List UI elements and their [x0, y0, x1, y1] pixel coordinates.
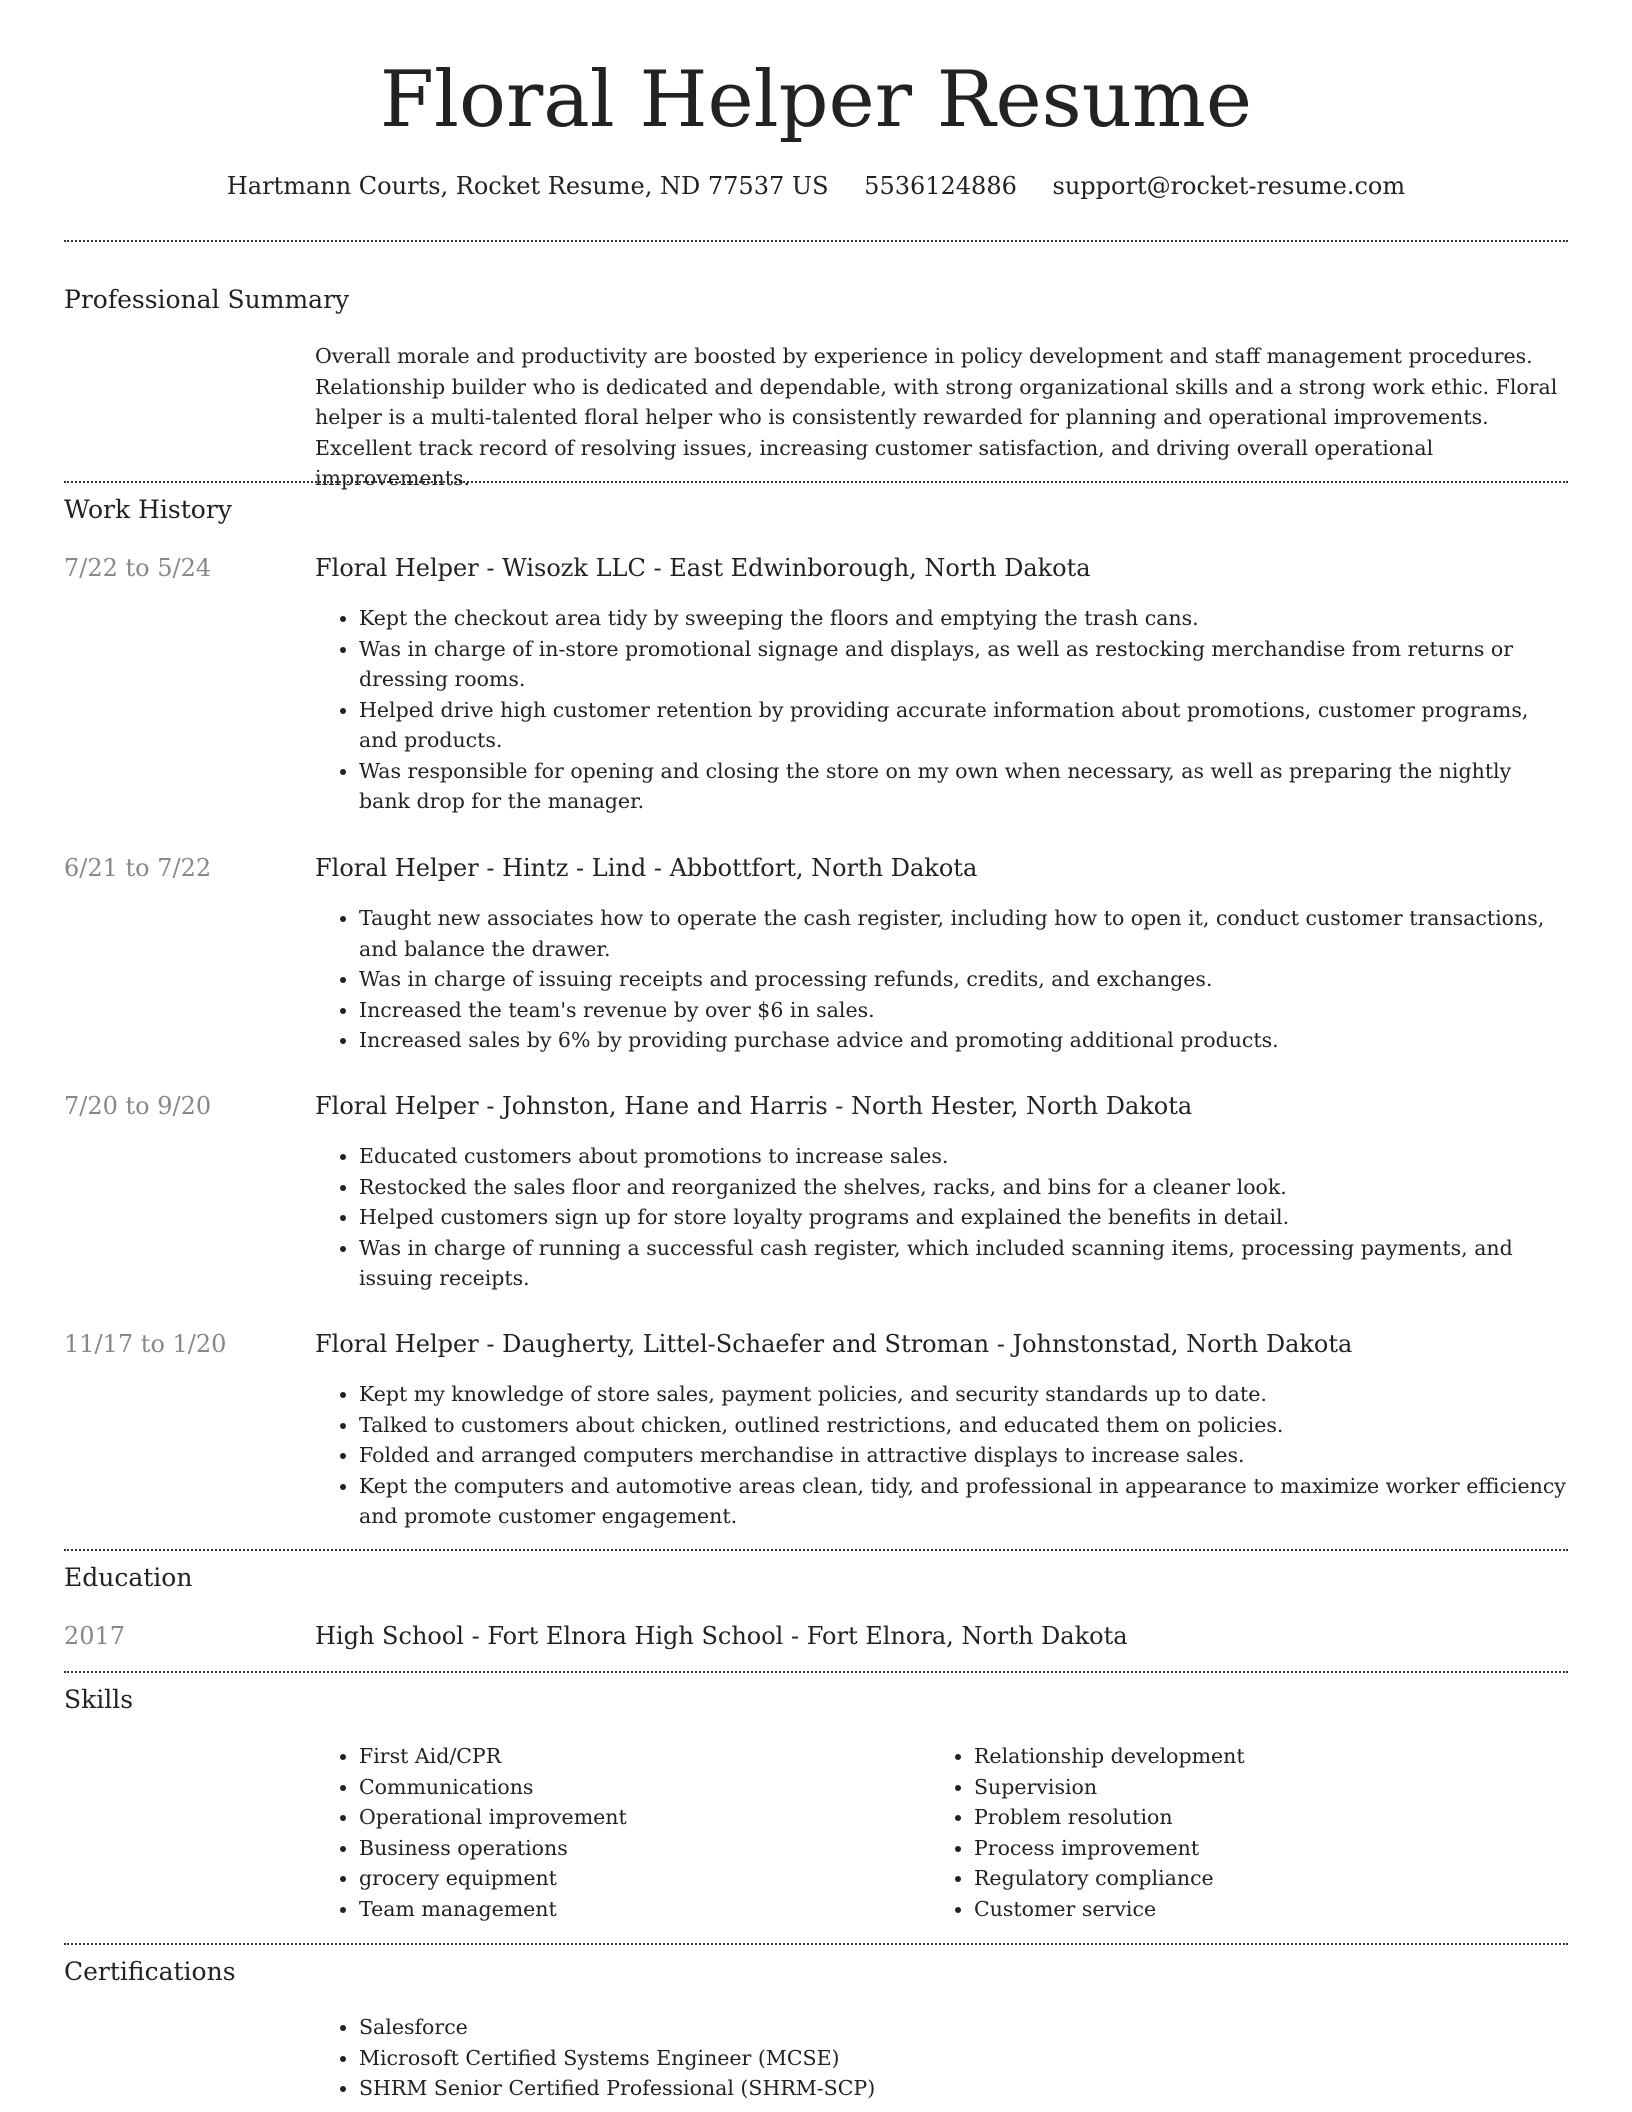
resume-title: Floral Helper Resume [379, 55, 1253, 145]
job-dates: 6/21 to 7/22 [64, 854, 212, 882]
skills-list-right [930, 1741, 1530, 1924]
divider [64, 481, 1568, 483]
list-item: • Helped customers sign up for store loyalty programs and explained the benefits in detail. [359, 1202, 1568, 1233]
education-year: 2017 [64, 1622, 126, 1650]
job-title: Floral Helper - Wisozk LLC - East Edwinborough, North Dakota [315, 554, 1091, 582]
list-item: • Regulatory compliance [974, 1863, 1530, 1894]
list-item: • grocery equipment [359, 1863, 915, 1894]
skills-list-left [315, 1741, 915, 1924]
list-item: • First Aid/CPR [359, 1741, 915, 1772]
contact-email: support@rocket-resume.com [1052, 172, 1406, 200]
list-item: • Relationship development [974, 1741, 1530, 1772]
job-title: Floral Helper - Hintz - Lind - Abbottfort, North Dakota [315, 854, 978, 882]
job-bullets [315, 903, 1568, 1056]
list-item: • Kept the checkout area tidy by sweeping the floors and emptying the trash cans. [359, 603, 1568, 634]
list-item: • Process improvement [974, 1833, 1530, 1864]
list-item: • Salesforce [359, 2012, 1568, 2043]
divider [64, 1549, 1568, 1551]
list-item: • Communications [359, 1772, 915, 1803]
list-item: • Folded and arranged computers merchandise in attractive displays to increase sales. [359, 1440, 1568, 1471]
job-bullets [315, 1379, 1568, 1532]
job-title: Floral Helper - Johnston, Hane and Harris - North Hester, North Dakota [315, 1092, 1193, 1120]
job-dates: 7/20 to 9/20 [64, 1092, 212, 1120]
list-item: • SHRM Senior Certified Professional (SHRM-SCP) [359, 2073, 1568, 2104]
list-item: • Customer service [974, 1894, 1530, 1925]
contact-line [64, 170, 1568, 202]
list-item: • Supervision [974, 1772, 1530, 1803]
list-item: • Business operations [359, 1833, 915, 1864]
section-title-skills: Skills [64, 1685, 134, 1714]
section-title-education: Education [64, 1563, 193, 1592]
list-item: • Taught new associates how to operate the cash register, including how to open it, conduct customer transactions, and balance the drawer. [359, 903, 1568, 964]
job-bullets [315, 1141, 1568, 1294]
summary-text: Overall morale and productivity are boosted by experience in policy development and staff management procedures. Relationship builder who is dedicated and dependable, with strong organizational skills and a strong work ethic. Floral helper is a multi-talented floral helper who is consistently rewarded for planning and operational improvements. Excellent track record of resolving issues, increasing customer satisfaction, and driving overall operational improvements. [315, 344, 1558, 490]
list-item: • Kept my knowledge of store sales, payment policies, and security standards up to date. [359, 1379, 1568, 1410]
list-item: • Team management [359, 1894, 915, 1925]
divider [64, 1671, 1568, 1673]
education-entry: High School - Fort Elnora High School - Fort Elnora, North Dakota [315, 1622, 1128, 1650]
contact-address: Hartmann Courts, Rocket Resume, ND 77537 US [226, 172, 829, 200]
list-item: • Operational improvement [359, 1802, 915, 1833]
list-item: • Was responsible for opening and closing the store on my own when necessary, as well as preparing the nightly bank drop for the manager. [359, 756, 1568, 817]
section-title-work-history: Work History [64, 495, 232, 524]
list-item: • Talked to customers about chicken, outlined restrictions, and educated them on policies. [359, 1410, 1568, 1441]
contact-phone: 5536124886 [864, 172, 1017, 200]
list-item: • Helped drive high customer retention by providing accurate information about promotions, customer programs, and products. [359, 695, 1568, 756]
list-item: • Was in charge of in-store promotional signage and displays, as well as restocking merchandise from returns or dressing rooms. [359, 634, 1568, 695]
job-dates: 7/22 to 5/24 [64, 554, 212, 582]
list-item: • Kept the computers and automotive areas clean, tidy, and professional in appearance to maximize worker efficiency and promote customer engagement. [359, 1471, 1568, 1532]
resume-page [64, 0, 1568, 2100]
list-item: • Problem resolution [974, 1802, 1530, 1833]
list-item: • Restocked the sales floor and reorganized the shelves, racks, and bins for a cleaner look. [359, 1172, 1568, 1203]
divider [64, 1943, 1568, 1945]
list-item: • Increased the team's revenue by over $6 in sales. [359, 995, 1568, 1026]
job-title: Floral Helper - Daugherty, Littel-Schaefer and Stroman - Johnstonstad, North Dakota [315, 1330, 1353, 1358]
job-bullets [315, 603, 1568, 817]
list-item: • Was in charge of running a successful cash register, which included scanning items, processing payments, and issuing receipts. [359, 1233, 1568, 1294]
divider [64, 240, 1568, 242]
list-item: • Microsoft Certified Systems Engineer (MCSE) [359, 2043, 1568, 2074]
section-title-summary: Professional Summary [64, 285, 350, 314]
certifications-list [315, 2012, 1568, 2104]
job-dates: 11/17 to 1/20 [64, 1330, 227, 1358]
list-item: • Educated customers about promotions to increase sales. [359, 1141, 1568, 1172]
section-title-certifications: Certifications [64, 1957, 236, 1986]
list-item: • Increased sales by 6% by providing purchase advice and promoting additional products. [359, 1025, 1568, 1056]
list-item: • Was in charge of issuing receipts and processing refunds, credits, and exchanges. [359, 964, 1568, 995]
